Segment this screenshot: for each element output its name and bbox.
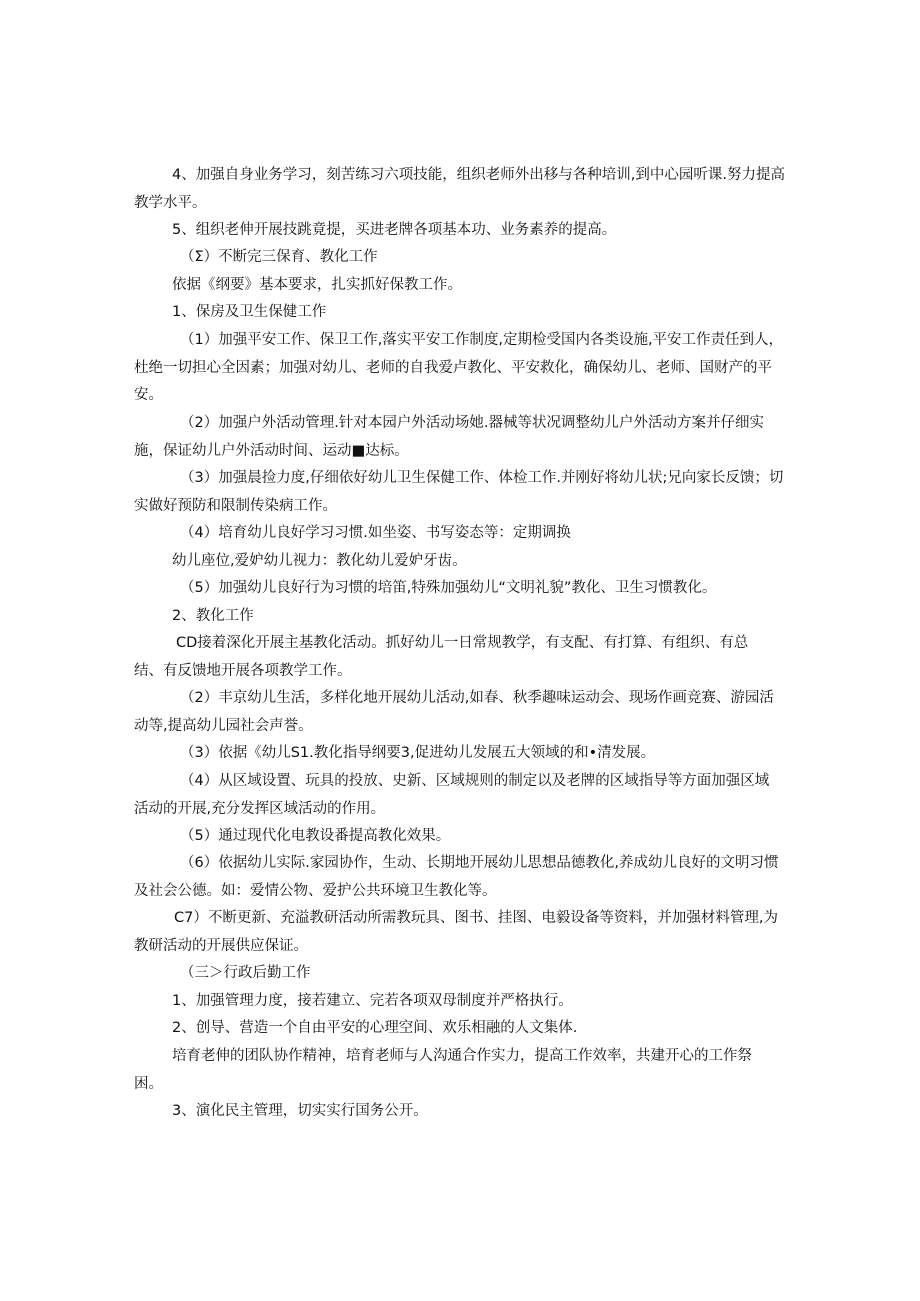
text-line: 实做好预防和限制传染病工作。 bbox=[134, 497, 337, 514]
text-line: 及社会公德。如：爱情公物、爱护公共环境卫生教化等。 bbox=[134, 882, 497, 899]
text-line: CD接着深化开展主基教化活动。抓好幼儿一日常规教学，有支配、有打算、有组织、有总 bbox=[176, 635, 749, 651]
paragraph-7 bbox=[134, 520, 786, 548]
section-heading-2 bbox=[134, 244, 786, 272]
text-line: （4）从区域设置、玩具的投放、史新、区域规则的制定以及老牌的区域指导等方面加强区域 bbox=[180, 773, 770, 789]
text-line: （5）通过现代化电教设番提高教化效果。 bbox=[180, 828, 451, 844]
text-line: 幼儿座位,爱妒幼儿视力：教化幼儿爱妒牙齿。 bbox=[172, 553, 467, 569]
text-line: （2）加强户外活动管理.针对本园户外活动场她.器械等状况调整幼儿户外活动方案并仔细实 bbox=[180, 415, 764, 431]
text-line: 2、教化工作 bbox=[172, 608, 254, 624]
text-line: 依据《纲要》基本要求，扎实抓好保教工作。 bbox=[172, 277, 462, 293]
text-line: 教研活动的开展供应保证。 bbox=[134, 937, 308, 954]
paragraph-19 bbox=[134, 1043, 786, 1098]
text-line: 5、组织老伸开展技跳竟提，买进老牌各项基本功、业务素养的提高。 bbox=[172, 222, 617, 238]
text-line: 1、加强管理力度，接若建立、完若各项双母制度并严格执行。 bbox=[172, 993, 573, 1009]
paragraph-13 bbox=[134, 768, 786, 823]
text-line: （三＞行政后勤工作 bbox=[180, 965, 311, 981]
text-line: 杜绝一切担心全因素；加强对幼儿、老师的自我爱卢教化、平安救化，确保幼儿、老师、国财产的平 bbox=[134, 359, 772, 376]
text-line: 3、演化民主管理，切实实行国务公开。 bbox=[172, 1103, 428, 1119]
paragraph-12 bbox=[134, 740, 786, 768]
text-line: （5）加强幼儿良好行为习惯的培笛,特殊加强幼儿“文明礼貌”教化、卫生习惯教化。 bbox=[180, 580, 717, 596]
text-line: 教学水平。 bbox=[134, 194, 207, 211]
text-line: （6）依据幼儿实际.家园协作，生动、长期地开展幼儿思想品德教化,养成幼儿良好的文明习惯 bbox=[180, 855, 779, 871]
text-line: 活动的开展,充分发挥区域活动的作用。 bbox=[134, 800, 386, 817]
subheading-2 bbox=[134, 603, 786, 631]
paragraph-20 bbox=[134, 1098, 786, 1126]
paragraph-11 bbox=[134, 685, 786, 740]
text-line: 1、保房及卫生保健工作 bbox=[172, 304, 327, 320]
text-line: 2、创导、营造一个自由平安的心理空间、欢乐相融的人文集体. bbox=[172, 1020, 578, 1036]
text-line: 4、加强自身业务学习，刻苦练习六项技能，组织老师外出移与各种培训,到中心园听课.努力提高 bbox=[172, 167, 785, 183]
text-line: （3）加强晨捡力度,仔细依好幼儿卫生保健工作、体检工作.并刚好将幼儿状;兄向家长反馈；切 bbox=[180, 470, 784, 486]
text-line: 施，保证幼儿户外活动时间、运动■达标。 bbox=[134, 442, 409, 459]
text-line: 培育老伸的团队协作精神，培育老师与人沟通合作实力，提高工作效率，共建开心的工作祭 bbox=[172, 1048, 752, 1064]
paragraph-9 bbox=[134, 575, 786, 603]
text-line: （3）依据《幼儿S1.教化指导纲要3,促进幼儿发展五大领域的和•清发展。 bbox=[180, 745, 656, 761]
text-line: 安。 bbox=[134, 387, 163, 403]
paragraph-17 bbox=[134, 988, 786, 1016]
text-line: （Σ）不断完三保育、教化工作 bbox=[180, 249, 378, 265]
paragraph-6 bbox=[134, 465, 786, 520]
text-line: 困。 bbox=[134, 1075, 163, 1092]
paragraph-8 bbox=[134, 548, 786, 576]
text-line: （1）加强平安工作、保卫工作,落实平安工作制度,定期检受国内各类设施,平安工作责任到人， bbox=[180, 332, 784, 348]
paragraph-1 bbox=[134, 162, 786, 217]
paragraph-3 bbox=[134, 272, 786, 300]
paragraph-15 bbox=[134, 850, 786, 905]
paragraph-16 bbox=[134, 905, 786, 960]
text-line: C7）不断更新、充溢教研活动所需教玩具、图书、挂图、电毅设备等资料，并加强材料管理,为 bbox=[174, 910, 778, 926]
text-line: （4）培育幼儿良好学习习惯.如坐姿、书写姿态等：定期调换 bbox=[180, 525, 571, 541]
paragraph-4 bbox=[134, 327, 786, 410]
paragraph-5 bbox=[134, 410, 786, 465]
text-line: 动等,提高幼儿园社会声誉。 bbox=[134, 717, 313, 734]
paragraph-18 bbox=[134, 1015, 786, 1043]
subheading-1 bbox=[134, 299, 786, 327]
paragraph-14 bbox=[134, 823, 786, 851]
section-heading-3 bbox=[134, 960, 786, 988]
paragraph-10 bbox=[134, 630, 786, 685]
text-line: 结、有反馈地开展各项教学工作。 bbox=[134, 662, 352, 679]
paragraph-2 bbox=[134, 217, 786, 245]
text-line: （2）丰京幼儿生活，多样化地开展幼儿活动,如春、秋季趣味运动会、现场作画竞赛、游园活 bbox=[180, 690, 774, 706]
